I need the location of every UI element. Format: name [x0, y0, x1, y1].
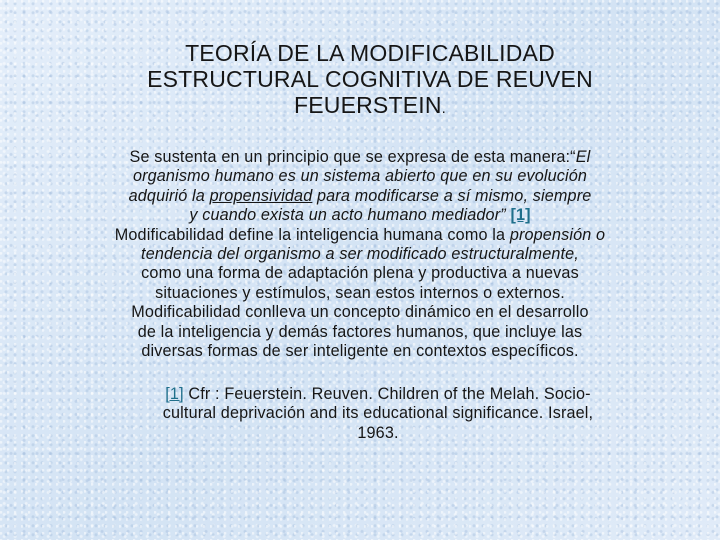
p2-line-5: Modificabilidad conlleva un concepto dinámico en el desarrollo [131, 303, 589, 322]
footnote-reference-link[interactable]: [1] [510, 206, 531, 225]
footnote-line-1-text: Cfr : Feuerstein. Reuven. Children of the Melah. Socio- [183, 385, 591, 403]
p1-line-4 [44, 206, 676, 225]
p1-line-3-a: adquirió la [128, 186, 210, 205]
slide-body [44, 148, 676, 361]
footnote-anchor-link[interactable]: [1] [165, 385, 184, 403]
p2-line-1-text: Modificabilidad define la inteligencia humana como la [114, 225, 510, 244]
p1-line-1-text: Se sustenta en un principio que se expresa de esta manera:“ [129, 148, 576, 166]
footnote-line-2: cultural deprivación and its educational significance. Israel, [162, 404, 594, 423]
paragraph-definition-quote [44, 148, 676, 226]
footnote-line-3: 1963. [357, 423, 399, 442]
slide-title [80, 40, 660, 122]
p2-line-1-italic: propensión o [509, 225, 606, 244]
title-line-2: ESTRUCTURAL COGNITIVA DE REUVEN [147, 66, 593, 92]
p2-line-2-text: tendencia del organismo a ser modificado estructuralmente, [141, 245, 579, 264]
title-line-1: TEORÍA DE LA MODIFICABILIDAD [185, 40, 555, 66]
p1-line-4-text: y cuando exista un acto humano mediador” [189, 206, 506, 225]
p1-line-3-b: para modificarse a sí mismo, siempre [312, 186, 592, 205]
p2-line-4: situaciones y estímulos, sean estos internos o externos. [155, 283, 565, 302]
p2-line-1 [44, 226, 676, 245]
title-line-3 [80, 92, 660, 122]
p2-line-2 [44, 245, 676, 264]
p1-line-3 [44, 187, 676, 206]
propensividad-term: propensividad [209, 186, 313, 205]
footnote [98, 385, 658, 443]
footnote-line-1 [98, 385, 658, 404]
p1-line-2: organismo humano es un sistema abierto que en su evolución [132, 167, 588, 186]
p2-line-6: de la inteligencia y demás factores humanos, que incluye las [137, 322, 583, 341]
p1-line-1 [44, 148, 676, 167]
paragraph-modificabilidad [44, 226, 676, 362]
p2-line-3: como una forma de adaptación plena y productiva a nuevas [141, 264, 579, 283]
p2-line-7: diversas formas de ser inteligente en contextos específicos. [141, 342, 579, 361]
title-line-3-text: FEUERSTEIN [293, 92, 442, 118]
p1-line-1-italic: El [575, 148, 591, 166]
title-period: . [441, 100, 447, 117]
